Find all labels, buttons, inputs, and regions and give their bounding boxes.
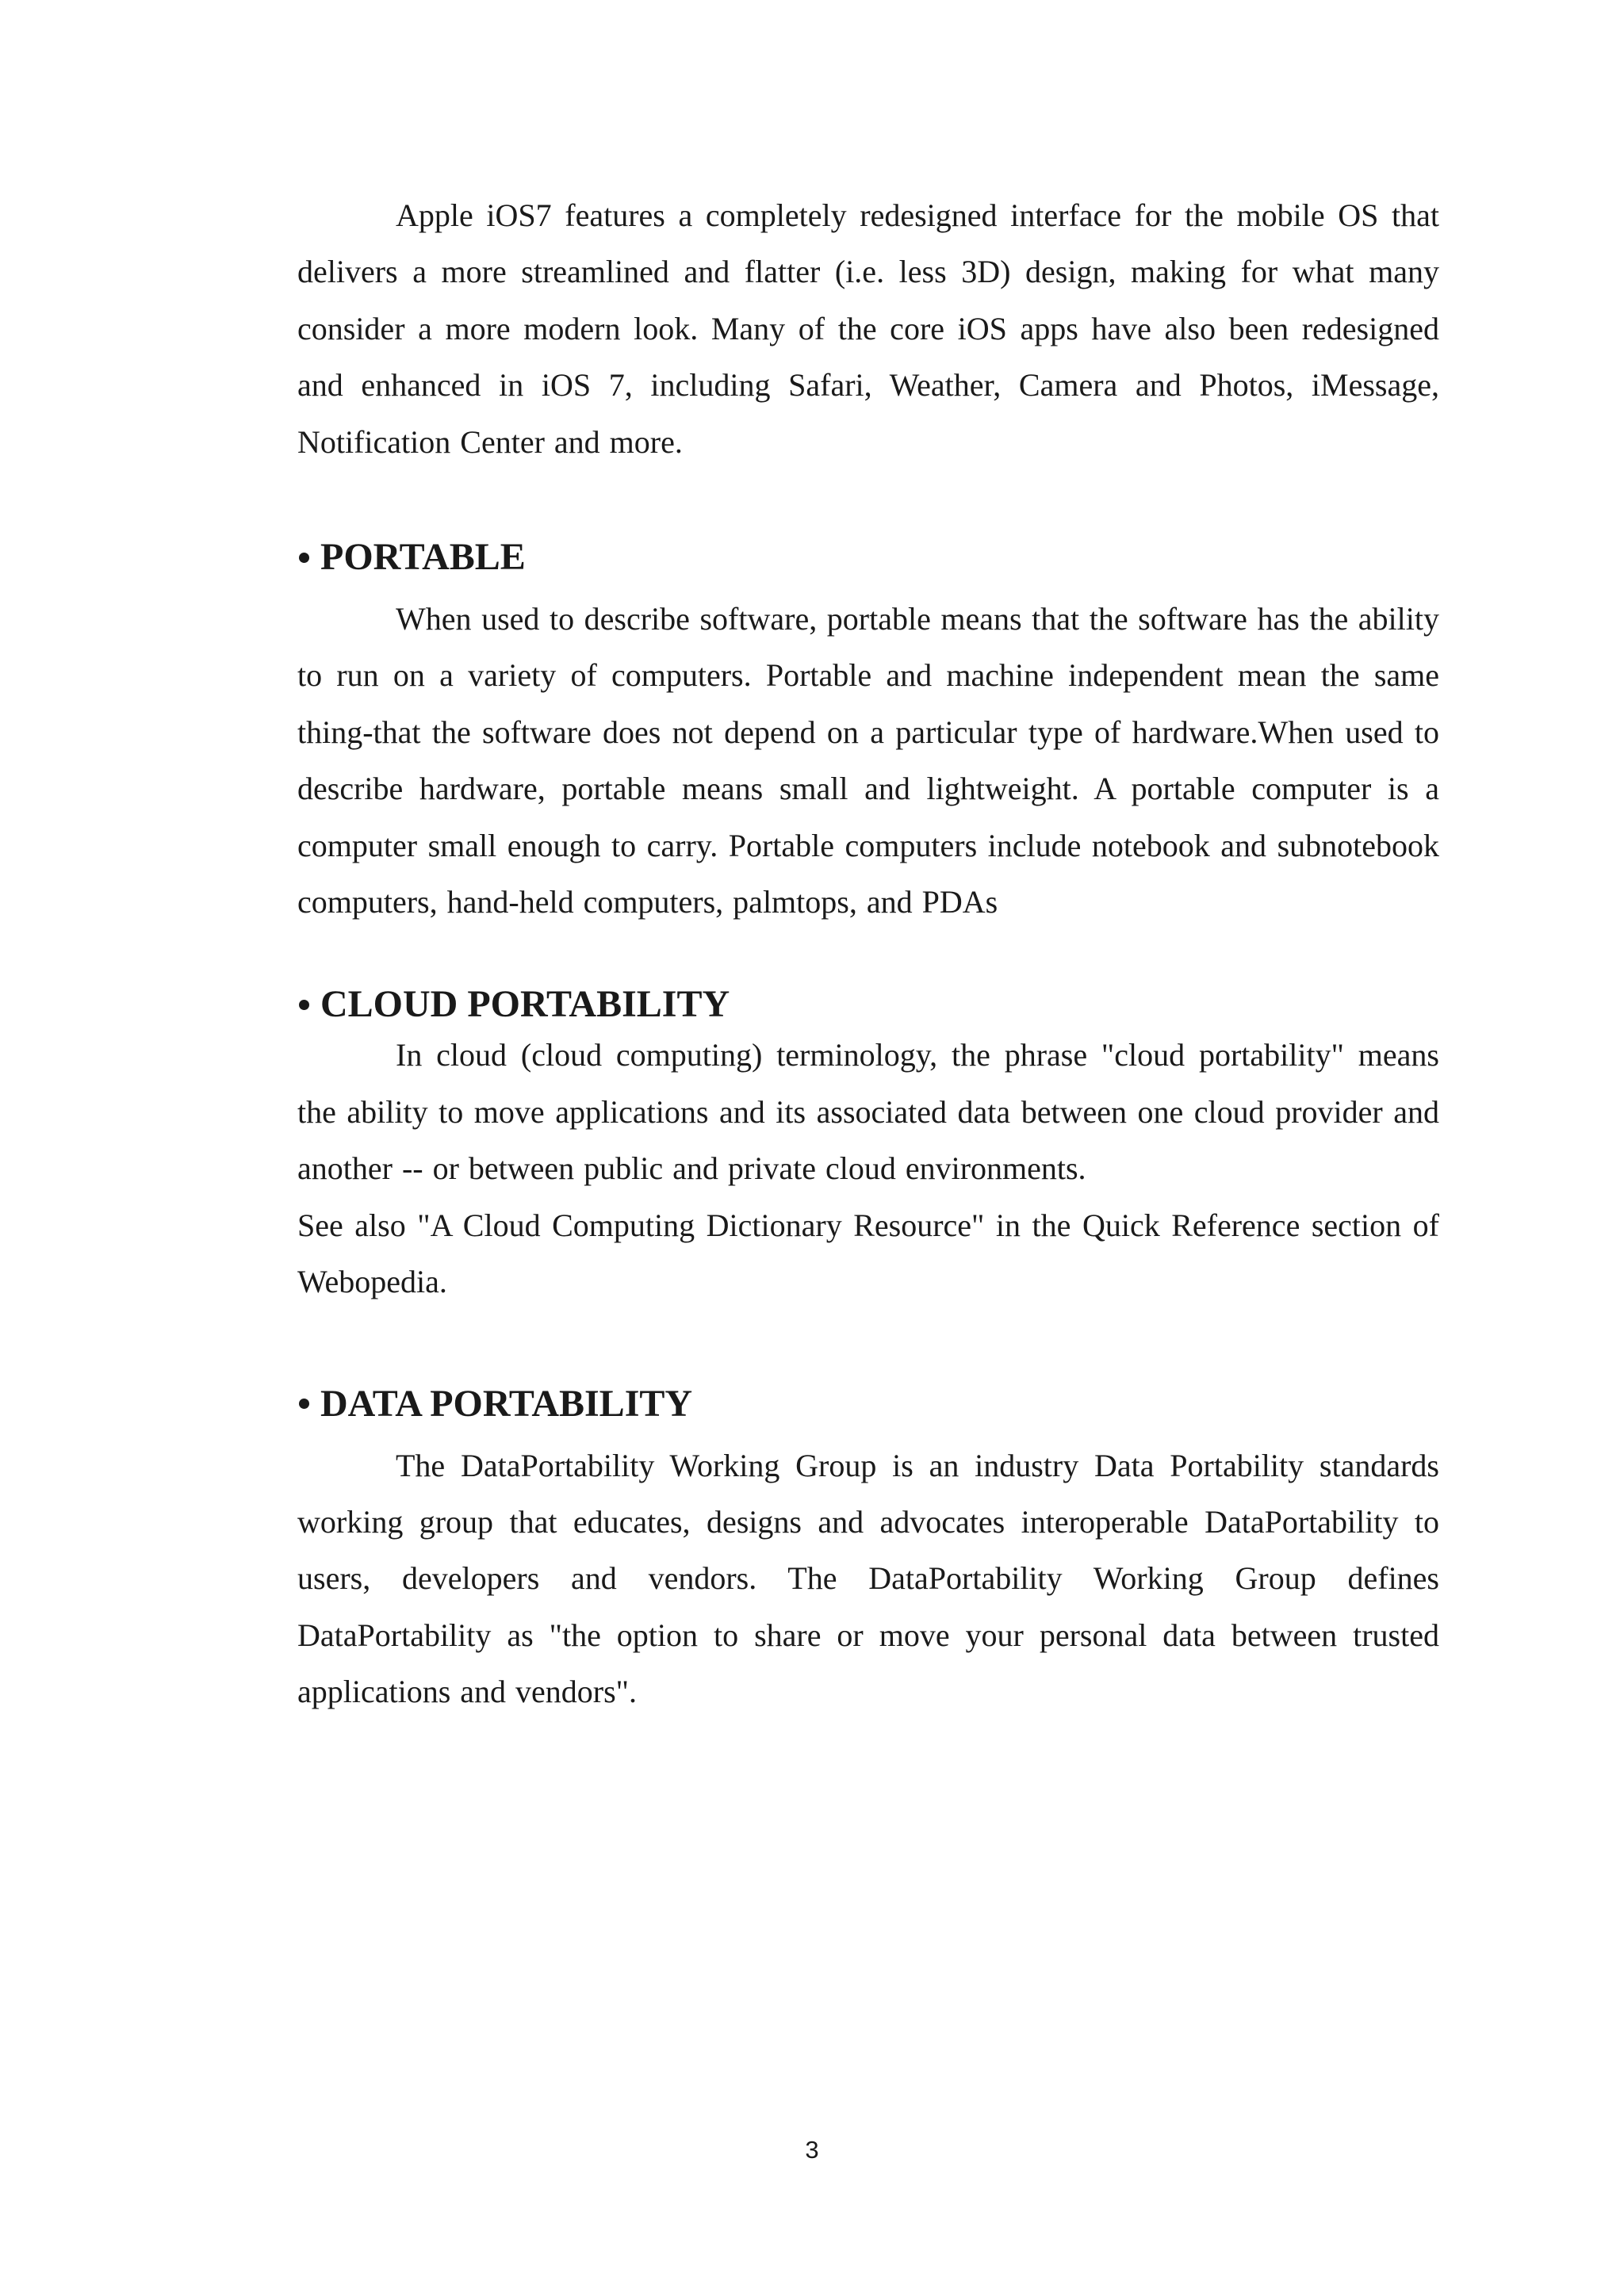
bullet-icon bbox=[299, 1000, 309, 1010]
section-heading-label: CLOUD PORTABILITY bbox=[320, 983, 730, 1026]
see-also-paragraph: See also "A Cloud Computing Dictionary Resource" in the Quick Reference section of Webopedia. bbox=[297, 1207, 1439, 1300]
cloud-portability-paragraph: In cloud (cloud computing) terminology, the phrase "cloud portability" means the ability to move applications and its associated data between one cloud provider and another -- or between public and private cloud environments. bbox=[297, 1037, 1439, 1187]
section-heading-label: DATA PORTABILITY bbox=[320, 1382, 693, 1425]
section-heading-label: PORTABLE bbox=[320, 536, 526, 579]
portable-paragraph: When used to describe software, portable means that the software has the ability to run on a variety of computers. Portable and machine independent mean the same thing-that the software does not depend on a particular type of hardware.When used to describe hardware, portable means small and lightweight. A portable computer is a computer small enough to carry. Portable computers include notebook and subnotebook computers, hand-held computers, palmtops, and PDAs bbox=[297, 601, 1439, 920]
page-content bbox=[297, 187, 1439, 1720]
section-heading-cloud-portability bbox=[297, 982, 1439, 1027]
section-heading-data-portability bbox=[297, 1382, 1439, 1426]
section-heading-portable bbox=[297, 535, 1439, 580]
intro-paragraph: Apple iOS7 features a completely redesigned interface for the mobile OS that delivers a more streamlined and flatter (i.e. less 3D) design, making for what many consider a more modern look. Many of the core iOS apps have also been redesigned and enhanced in iOS 7, including Safari, Weather, Camera and Photos, iMessage, Notification Center and more. bbox=[297, 197, 1439, 460]
page-number: 3 bbox=[805, 2136, 819, 2164]
bullet-icon bbox=[299, 1399, 309, 1409]
bullet-icon bbox=[299, 553, 309, 563]
data-portability-paragraph: The DataPortability Working Group is an industry Data Portability standards working group that educates, designs and advocates interoperable DataPortability to users, developers and vendors. The DataPortability Working Group defines DataPortability as "the option to share or move your personal data between trusted applications and vendors". bbox=[297, 1447, 1439, 1710]
